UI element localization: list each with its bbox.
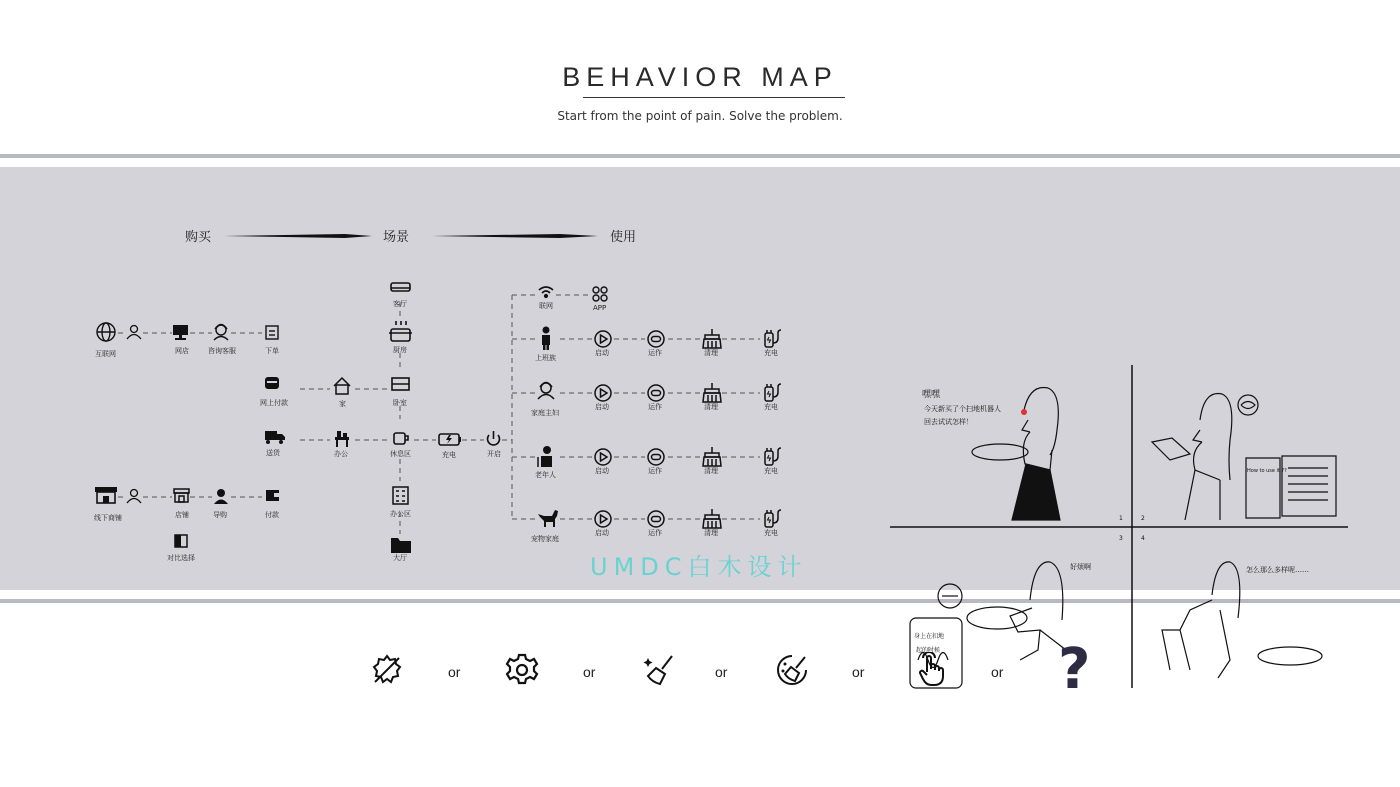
- label-office-area: 办公区: [390, 510, 411, 518]
- hand-touch-icon[interactable]: [913, 652, 949, 688]
- step-label: 启动: [595, 403, 609, 411]
- stage-arrow-2: [432, 234, 598, 238]
- step-label: 运作: [648, 349, 662, 357]
- label-delivery: 送货: [266, 449, 280, 457]
- play-icon: [595, 331, 611, 347]
- loop-icon: [648, 331, 664, 347]
- or-label: or: [583, 664, 596, 680]
- step-label: 启动: [595, 349, 609, 357]
- play-icon: [595, 511, 611, 527]
- label-online-store: 网店: [175, 347, 189, 355]
- label-office: 办公: [334, 450, 348, 458]
- label-compare: 对比选择: [167, 554, 195, 562]
- label-place-order: 下单: [265, 347, 279, 355]
- page-subtitle: Start from the point of pain. Solve the problem.: [557, 109, 843, 123]
- card-payment-icon: [265, 377, 279, 389]
- charging-plug-icon: [765, 448, 781, 465]
- broom-sparkle-icon[interactable]: [642, 652, 678, 688]
- or-label: or: [852, 664, 865, 680]
- label-app: APP: [593, 304, 607, 312]
- wifi-icon: [539, 287, 553, 297]
- stage-buy: 购买: [185, 230, 212, 245]
- label-rest-area: 休息区: [390, 450, 411, 458]
- delivery-truck-icon: [265, 431, 285, 444]
- play-icon: [595, 385, 611, 401]
- label-living-room: 客厅: [393, 300, 407, 308]
- step-label: 清理: [704, 467, 718, 475]
- behavior-diagram: [0, 167, 890, 590]
- hall-icon: [391, 538, 411, 553]
- girl-reading-manual-sketch: [1152, 394, 1336, 520]
- stage-arrow-1: [224, 234, 372, 238]
- step-label: 充电: [764, 529, 778, 537]
- label-payment: 付款: [265, 511, 279, 519]
- broom-icon: [703, 509, 721, 528]
- support-agent-icon: [214, 325, 228, 341]
- stage-scene: 场景: [383, 230, 410, 245]
- panel-number-3: 3: [1119, 535, 1123, 542]
- charging-plug-icon: [765, 330, 781, 347]
- sofa-icon: [391, 283, 410, 291]
- top-band: [0, 154, 1400, 158]
- label-shopping-guide: 导购: [213, 511, 227, 519]
- panel-number-1: 1: [1119, 515, 1123, 522]
- order-form-icon: [266, 326, 278, 339]
- sketch-note-1: 嘿嘿: [922, 390, 941, 400]
- watermark: UMDC白木设计: [590, 553, 808, 581]
- step-label: 清理: [704, 403, 718, 411]
- pet-dog-icon: [538, 510, 558, 527]
- label-network: 联网: [539, 302, 553, 310]
- label-pet-family: 宠物家庭: [531, 535, 559, 543]
- app-grid-icon: [593, 287, 607, 301]
- steps-row: [595, 509, 781, 537]
- step-label: 运作: [648, 529, 662, 537]
- loop-icon: [648, 449, 664, 465]
- sketch-note-4: How to use it ??: [1247, 468, 1287, 474]
- step-label: 充电: [764, 349, 778, 357]
- sales-guide-icon: [214, 489, 228, 504]
- title-underline: [583, 97, 845, 98]
- label-power-on: 开启: [487, 450, 501, 458]
- home-icon: [334, 378, 350, 394]
- or-label: or: [715, 664, 728, 680]
- label-hall: 大厅: [393, 554, 407, 562]
- globe-icon: [97, 323, 115, 341]
- question-mark: ?: [1058, 637, 1091, 702]
- page-title: BEHAVIOR MAP: [562, 62, 838, 92]
- step-label: 运作: [648, 467, 662, 475]
- coffee-cup-icon: [394, 433, 408, 444]
- label-internet: 互联网: [95, 350, 116, 358]
- charging-plug-icon: [765, 384, 781, 401]
- office-desk-icon: [335, 431, 349, 447]
- solution-options-row: [0, 637, 1400, 710]
- power-icon: [487, 431, 499, 445]
- or-label: or: [991, 664, 1004, 680]
- step-label: 充电: [764, 403, 778, 411]
- panel-number-4: 4: [1141, 535, 1145, 542]
- panel-number-2: 2: [1141, 515, 1145, 522]
- wallet-icon: [266, 490, 280, 501]
- office-building-icon: [393, 487, 408, 504]
- or-label: or: [448, 664, 461, 680]
- label-elderly: 老年人: [535, 471, 556, 479]
- sketch-note-3: 回去试试怎样！: [924, 418, 973, 426]
- steps-row: [595, 383, 781, 411]
- label-customer-service: 咨询客服: [208, 347, 236, 355]
- sketch-note-2: 今天新买了个扫地机器人: [924, 405, 1001, 413]
- broom-icon: [703, 329, 721, 348]
- behavior-panel: [0, 167, 1400, 654]
- sketch-note-7: 起的时候: [916, 647, 941, 654]
- housewife-icon: [538, 383, 554, 400]
- loop-icon: [648, 511, 664, 527]
- label-bedroom: 卧室: [393, 399, 407, 407]
- step-label: 清理: [704, 529, 718, 537]
- sketch-note-6: 身上在扣地: [914, 633, 945, 640]
- office-worker-icon: [542, 327, 550, 351]
- step-label: 启动: [595, 529, 609, 537]
- shop-icon: [174, 489, 189, 502]
- step-label: 运作: [648, 403, 662, 411]
- broom-icon: [703, 383, 721, 402]
- label-charge: 充电: [442, 451, 456, 459]
- loop-icon: [648, 385, 664, 401]
- step-label: 充电: [764, 467, 778, 475]
- label-online-payment: 网上付款: [260, 399, 288, 407]
- label-store: 店铺: [175, 511, 189, 519]
- gear-icon[interactable]: [504, 652, 540, 688]
- step-label: 清理: [704, 349, 718, 357]
- charging-plug-icon: [765, 510, 781, 527]
- elderly-icon: [538, 446, 552, 467]
- label-offline-shop: 线下商铺: [94, 514, 122, 522]
- steps-row: [595, 329, 781, 357]
- label-housewife: 家庭主妇: [531, 409, 559, 417]
- kitchen-pot-icon: [389, 321, 412, 341]
- steps-row: [595, 447, 781, 475]
- broom-icon: [703, 447, 721, 466]
- play-icon: [595, 449, 611, 465]
- stage-use: 使用: [610, 230, 637, 245]
- storefront-icon: [95, 487, 117, 503]
- sketch-note-5: 好烦啊: [1070, 563, 1091, 571]
- battery-charge-icon: [439, 434, 461, 445]
- bed-icon: [392, 378, 409, 390]
- gear-broom-icon[interactable]: [774, 652, 810, 688]
- user-icon: [127, 326, 141, 340]
- gear-slash-icon[interactable]: [369, 652, 405, 688]
- user-icon-offline: [127, 490, 141, 504]
- label-kitchen: 厨房: [393, 346, 407, 354]
- label-home: 家: [339, 400, 346, 408]
- step-label: 启动: [595, 467, 609, 475]
- label-office-worker: 上班族: [535, 354, 556, 362]
- compare-icon: [175, 535, 187, 547]
- monitor-icon: [173, 325, 188, 340]
- sketch-note-8: 怎么那么多样呢……: [1246, 566, 1309, 574]
